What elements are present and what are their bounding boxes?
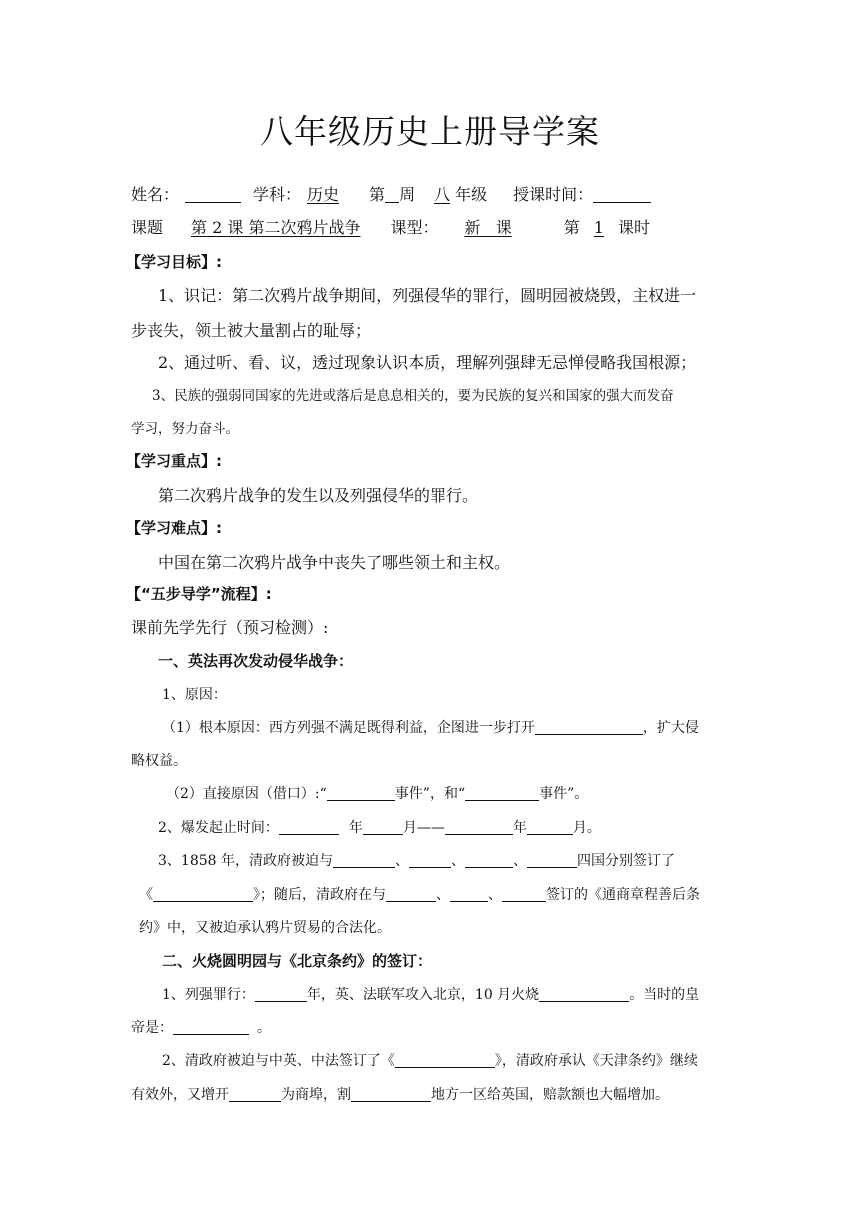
topic-label: 课题 (131, 218, 164, 237)
beijing-text-1: 2、清政府被迫与中英、中法签订了《 (162, 1053, 395, 1069)
ceded-land-blank[interactable] (351, 1087, 431, 1102)
separator: 、 (436, 887, 450, 903)
week-field[interactable] (385, 186, 399, 203)
treaty-country-blank-2[interactable] (409, 853, 451, 868)
root-cause-text: （1）根本原因：西方列强不满足既得利益，企图进一步打开 (162, 720, 535, 736)
month-dash-label: 月—— (402, 820, 445, 836)
direct-cause-text-end: 事件”。 (539, 786, 589, 802)
key-points-heading: 【学习重点】: (126, 452, 222, 470)
separator: 、 (513, 853, 527, 869)
info-line-2 (131, 215, 650, 238)
beijing-line-1 (162, 1050, 698, 1070)
goal-1-line-1: 1、识记：第二次鸦片战争期间，列强侵华的罪行，圆明园被烧毁，主权进一 (158, 286, 697, 305)
end-month-blank[interactable] (527, 820, 573, 835)
root-cause-blank[interactable] (535, 720, 643, 735)
subject-value: 历史 (307, 185, 340, 204)
trade-country-blank-1[interactable] (386, 887, 436, 902)
direct-cause-text-mid: 事件”，和“ (394, 786, 466, 802)
page-title: 八年级历史上册导学案 (260, 112, 600, 151)
direct-cause-blank-1[interactable] (327, 786, 395, 801)
separator: 、 (395, 853, 409, 869)
treaty-text-3: 》；随后，清政府在与 (253, 887, 386, 903)
beijing-treaty-blank[interactable] (395, 1053, 495, 1068)
direct-cause-text: （2）直接原因（借口）:“ (166, 786, 327, 802)
beijing-text-2: 》，清政府承认《天津条约》继续 (494, 1053, 698, 1069)
beijing-text-5: 地方一区给英国，赔款额也大幅增加。 (431, 1087, 669, 1103)
subject-label: 学科： (253, 185, 302, 204)
flow-heading: 【“五步导学”流程】: (126, 585, 272, 603)
difficult-points-heading: 【学习难点】: (126, 519, 222, 537)
separator: 、 (451, 853, 465, 869)
topic-value: 第 2 课 第二次鸦片战争 (191, 218, 361, 237)
time-field[interactable] (593, 186, 651, 203)
start-month-blank[interactable] (363, 820, 403, 835)
time-label: 授课时间： (513, 185, 594, 204)
period-prefix: 第 (563, 218, 580, 237)
end-year-blank[interactable] (445, 820, 513, 835)
start-year-blank[interactable] (279, 820, 339, 835)
grade-label: 年级 (455, 185, 488, 204)
crime-text-end: 。当时的皇 (629, 987, 700, 1003)
separator: 、 (488, 887, 502, 903)
name-label: 姓名： (131, 185, 180, 204)
year-label: 年 (348, 820, 363, 836)
period-mark: 。 (257, 1020, 271, 1036)
crime-line-2 (131, 1017, 271, 1037)
crime-year-blank[interactable] (255, 987, 307, 1002)
burned-site-blank[interactable] (539, 987, 629, 1002)
crime-label: 1、列强罪行： (162, 987, 255, 1003)
trade-country-blank-2[interactable] (450, 887, 488, 902)
week-label: 周 (399, 185, 416, 204)
month-label: 月。 (572, 820, 601, 836)
trade-country-blank-3[interactable] (502, 887, 546, 902)
beijing-line-2 (131, 1084, 669, 1104)
week-prefix: 第 (369, 185, 386, 204)
period-label: 课时 (617, 218, 650, 237)
name-field[interactable] (185, 186, 241, 203)
year-label-2: 年 (512, 820, 527, 836)
treaty-line-2 (139, 884, 700, 904)
difficult-points-text: 中国在第二次鸦片战争中丧失了哪些领土和主权。 (158, 553, 511, 572)
section-2-heading: 二、火烧圆明园与《北京条约》的签订： (162, 952, 433, 970)
port-blank[interactable] (229, 1087, 281, 1102)
beijing-text-3: 有效外，又增开 (131, 1087, 229, 1103)
treaty-text-2: 四国分别签订了 (577, 853, 675, 869)
treaty-name-blank[interactable] (153, 887, 253, 902)
crime-line-1 (162, 984, 699, 1004)
goals-heading: 【学习目标】: (126, 253, 222, 271)
cause-label: 1、原因： (162, 687, 227, 703)
war-time-label: 2、爆发起止时间： (158, 820, 279, 836)
period-value: 1 (593, 218, 604, 237)
goal-3-line-2: 学习，努力奋斗。 (131, 421, 239, 437)
info-line-1 (131, 182, 651, 205)
root-cause-line (162, 717, 699, 737)
root-cause-line-2: 略权益。 (131, 753, 187, 769)
grade-value: 八 (434, 185, 451, 204)
goal-3-line-1: 3、民族的强弱同国家的先进或落后是息息相关的，要为民族的复兴和国家的强大而发奋 (152, 388, 674, 404)
treaty-line-1 (158, 850, 675, 870)
section-1-heading: 一、英法再次发动侵华战争： (158, 652, 354, 670)
war-time-line (158, 817, 601, 837)
emperor-label: 帝是： (131, 1020, 173, 1036)
bracket-open: 《 (139, 887, 153, 903)
treaty-country-blank-3[interactable] (465, 853, 513, 868)
direct-cause-blank-2[interactable] (465, 786, 539, 801)
type-label: 课型： (390, 218, 439, 237)
root-cause-text-end: ，扩大侵 (642, 720, 699, 736)
emperor-blank[interactable] (173, 1020, 249, 1035)
treaty-country-blank-4[interactable] (527, 853, 577, 868)
treaty-country-blank-1[interactable] (333, 853, 395, 868)
treaty-text-4: 签订的《通商章程善后条 (546, 887, 700, 903)
crime-text: 年，英、法联军攻入北京，10 月火烧 (306, 987, 540, 1003)
pre-study-label: 课前先学先行（预习检测）: (131, 618, 329, 637)
direct-cause-line (166, 783, 588, 803)
key-points-text: 第二次鸦片战争的发生以及列强侵华的罪行。 (158, 486, 479, 505)
beijing-text-4: 为商埠，割 (281, 1087, 351, 1103)
goal-1-line-2: 步丧失，领土被大量割占的耻辱； (131, 321, 372, 340)
treaty-text-1: 3、1858 年，清政府被迫与 (158, 853, 333, 869)
type-value: 新 课 (464, 218, 512, 237)
goal-2: 2、通过听、看、议，透过现象认识本质，理解列强肆无忌惮侵略我国根源； (158, 353, 697, 372)
treaty-line-3: 约》中，又被迫承认鸦片贸易的合法化。 (139, 920, 391, 936)
